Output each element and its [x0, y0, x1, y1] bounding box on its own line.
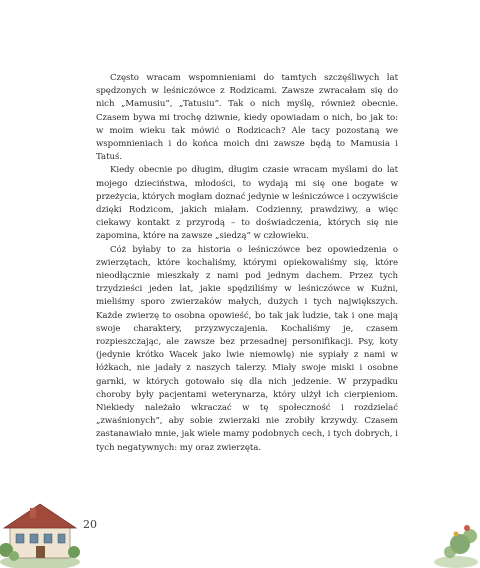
paragraph-2: Kiedy obecnie po długim, długim czasie wracam myślami do lat mojego dzieciństwa, młodości, to wydają mi się one bogate w przeżycia, których mogłam doznać jedynie w leśniczówce i oczywiście dzięki Rodzicom, jakich miałam. Codzienny, prawdziwy, a więc ciekawy kontakt z przyrodą – to doświadczenia, których się nie zapomina, które na zawsze „siedzą” w człowieku.: [96, 165, 398, 242]
paragraph-3: Cóż byłaby to za historia o leśniczówce bez opowiedzenia o zwierzętach, które kochaliśmy, którymi opiekowaliśmy się, które nieodłącznie mieszkały z nami pod jednym dachem. Przez tych trzydzieści jeden lat, jakie spędziliśmy w leśniczówce w Kuźni, mieliśmy sporo zwierzaków małych, dużych i tych największych. Każde zwierzę to osobna opowieść, bo tak jak ludzie, tak i one mają swoje charaktery, przyzwyczajenia. Kochaliśmy je, czasem rozpieszczając, ale zawsze bez przesadnej personifikacji. Psy, koty (jedynie krótko Wacek jako lwie niemowlę) nie sypiały z nami w łóżkach, nie jadały z naszych talerzy. Miały swoje miski i osobne garnki, w których gotowało się dla nich jedzenie. W przypadku choroby były pacjentami weterynarza, który ulżył ich cierpieniom. Niekiedy należało wkraczać w tę społeczność i rozdzielać „zwaśnionych”, aby sobie zwierzaki nie zrobiły krzywdy. Czasem zastanawiało mnie, jak wiele mamy podobnych cech, i tych dobrych, i tych negatywnych: my oraz zwierzęta.: [96, 244, 398, 453]
book-text: [96, 72, 398, 455]
page-number: 20: [83, 518, 97, 531]
plant-illustration: [420, 500, 480, 568]
paragraph-1: Często wracam wspomnieniami do tamtych szczęśliwych lat spędzonych w leśniczówce z Rodzicami. Zawsze zwracałam się do nich „Mamusiu”, „Tatusiu”. Tak o nich myślę, również obecnie. Czasem bywa mi trochę dziwnie, kiedy opowiadam o nich, bo jak to: w moim wieku tak mówić o Rodzicach? Ale tacy pozostaną we wspomnieniach i do końca moich dni zawsze będą to Mamusia i Tatuś.: [96, 73, 398, 163]
forester-lodge-illustration: [0, 490, 82, 568]
